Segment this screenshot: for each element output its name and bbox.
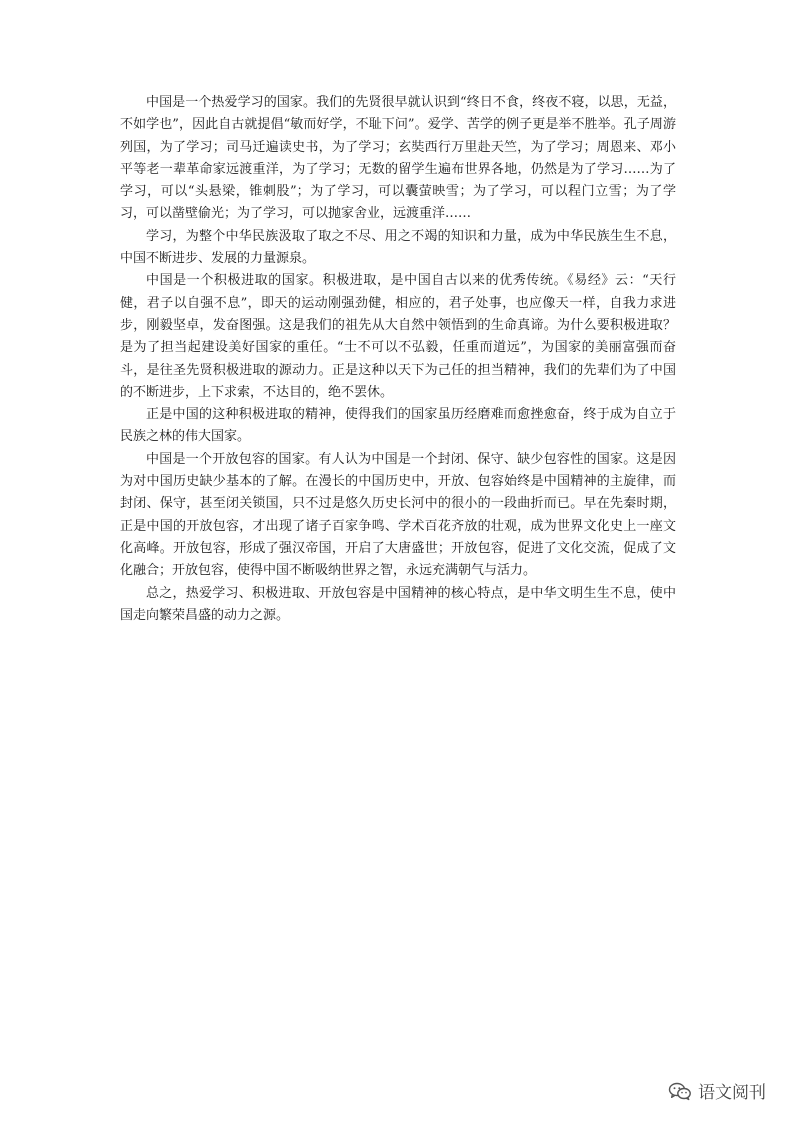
paragraph-learning: 中国是一个热爱学习的国家。我们的先贤很早就认识到“终日不食，终夜不寝，以思，无益，不如学也”，因此自古就提倡“敏而好学，不耻下问”。爱学、苦学的例子更是举不胜举。孔子周游列国，为了学习；司马迁遍读史书，为了学习；玄奘西行万里赴天竺，为了学习；周恩来、邓小平等老一辈革命家远渡重洋，为了学习；无数的留学生遍布世界各地，仍然是为了学习……为了学习，可以“头悬梁，锥刺股”；为了学习，可以囊萤映雪；为了学习，可以程门立雪；为了学习，可以凿壁偷光；为了学习，可以抛家舍业，远渡重洋…… [120,95,676,222]
paragraph-enterprising: 中国是一个积极进取的国家。积极进取，是中国自古以来的优秀传统。《易经》云：“天行健，君子以自强不息”，即天的运动刚强劲健，相应的，君子处事，也应像天一样，自我力求进步，刚毅坚卓，发奋图强。这是我们的祖先从大自然中领悟到的生命真谛。为什么要积极进取？是为了担当起建设美好国家的重任。“士不可以不弘毅，任重而道远”，为国家的美丽富强而奋斗，是往圣先贤积极进取的源动力。正是这种以天下为己任的担当精神，我们的先辈们为了中国的不断进步，上下求索，不达目的，绝不罢休。 [120,273,676,400]
watermark [668,1078,766,1103]
essay-body [120,92,676,627]
paragraph-conclusion: 总之，热爱学习、积极进取、开放包容是中国精神的核心特点，是中华文明生生不息，使中国走向繁荣昌盛的动力之源。 [120,585,676,623]
wechat-icon [668,1081,692,1101]
watermark-text: 语文阅刊 [698,1083,766,1103]
paragraph-learning-summary: 学习，为整个中华民族汲取了取之不尽、用之不竭的知识和力量，成为中华民族生生不息，中国不断进步、发展的力量源泉。 [120,228,676,267]
paragraph-openness: 中国是一个开放包容的国家。有人认为中国是一个封闭、保守、缺少包容性的国家。这是因为对中国历史缺少基本的了解。在漫长的中国历史中，开放、包容始终是中国精神的主旋律，而封闭、保守，甚至闭关锁国，只不过是悠久历史长河中的很小的一段曲折而已。早在先秦时期，正是中国的开放包容，才出现了诸子百家争鸣、学术百花齐放的壮观，成为世界文化史上一座文化高峰。开放包容，形成了强汉帝国，开启了大唐盛世；开放包容，促进了文化交流，促成了文化融合；开放包容，使得中国不断吸纳世界之智，永远充满朝气与活力。 [120,451,676,579]
paragraph-enterprising-summary: 正是中国的这种积极进取的精神，使得我们的国家虽历经磨难而愈挫愈奋，终于成为自立于民族之林的伟大国家。 [120,407,676,445]
